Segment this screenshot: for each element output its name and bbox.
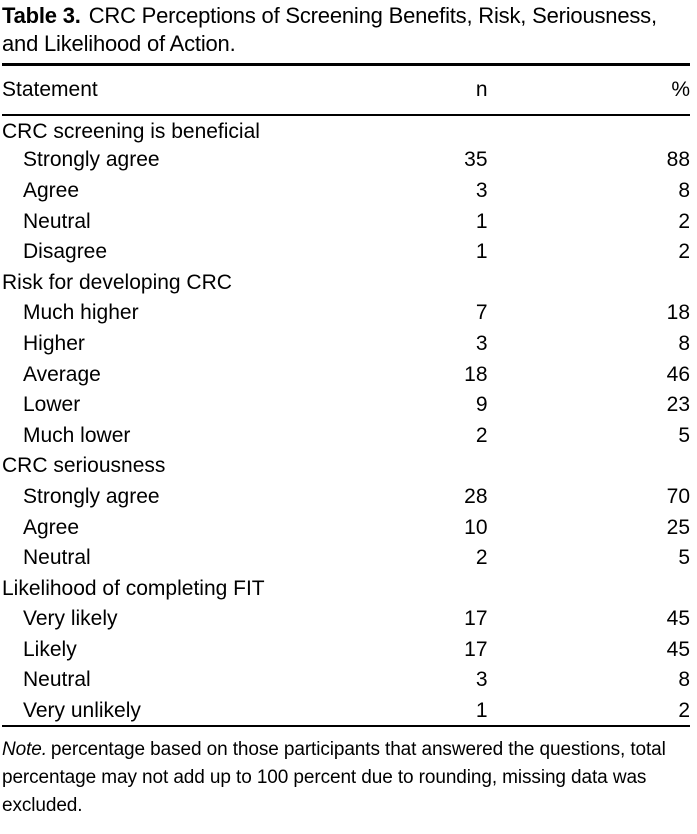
table-row [2,543,690,574]
table-caption: CRC Perceptions of Screening Benefits, Risk, Seriousness, and Likelihood of Action. [2,3,657,56]
row-n-value: 17 [464,607,488,631]
row-percent-value: 2 [678,240,690,264]
row-n-value: 2 [475,546,488,570]
row-n-value: 28 [464,484,488,508]
row-percent-value: 88 [666,148,690,172]
row-percent-value: 2 [678,209,690,233]
table-row [2,635,690,666]
row-percent-value: 45 [666,637,690,661]
row-label: Agree [23,515,80,539]
section-header-label: Likelihood of completing FIT [2,576,265,600]
row-n-value: 1 [475,209,488,233]
row-n-value: 17 [464,637,488,661]
section-header-label: CRC seriousness [2,454,166,478]
column-header-statement: Statement [2,65,367,115]
row-label: Very likely [23,607,118,631]
row-label: Much lower [23,423,131,447]
table-row [2,145,690,176]
section-header-row [2,267,690,298]
row-percent-value: 5 [678,423,690,447]
table-row [2,604,690,635]
table-row [2,206,690,237]
row-label: Higher [23,331,85,355]
section-header-label: Risk for developing CRC [2,270,232,294]
row-n-value: 18 [464,362,488,386]
row-n-value: 3 [475,668,488,692]
section-header-row [2,573,690,604]
section-header-label: CRC screening is beneficial [2,120,260,144]
table-row [2,512,690,543]
row-label: Average [23,362,101,386]
row-n-value: 9 [475,393,488,417]
table-row [2,237,690,268]
table-title [2,2,690,58]
table-row [2,696,690,727]
row-label: Neutral [23,668,91,692]
row-label: Disagree [23,240,108,264]
data-table [2,63,690,727]
row-percent-value: 23 [666,393,690,417]
row-label: Strongly agree [23,484,160,508]
row-percent-value: 8 [678,178,690,202]
note-label: Note. [2,739,47,761]
table-row [2,298,690,329]
row-n-value: 1 [475,240,488,264]
row-percent-value: 2 [678,698,690,722]
table-note [2,736,690,820]
row-percent-value: 5 [678,546,690,570]
row-percent-value: 45 [666,607,690,631]
row-n-value: 1 [475,698,488,722]
row-n-value: 10 [464,515,488,539]
table-body [2,115,690,727]
row-label: Much higher [23,301,139,325]
row-n-value: 2 [475,423,488,447]
column-header-n: n [367,65,488,115]
table-row [2,359,690,390]
table-row [2,390,690,421]
row-label: Neutral [23,546,91,570]
table-row [2,482,690,513]
note-text: percentage based on those participants that answered the questions, total percentage may not add up to 100 percent due to rounding, missing data was excluded. [2,739,666,817]
row-label: Lower [23,393,81,417]
row-percent-value: 25 [666,515,690,539]
row-percent-value: 70 [666,484,690,508]
column-header-percent: % [488,65,690,115]
section-header-row [2,115,690,146]
header-row [2,65,690,115]
table-number: Table 3. [2,3,81,28]
row-n-value: 3 [475,331,488,355]
row-label: Very unlikely [23,698,141,722]
table-row [2,420,690,451]
table-row [2,329,690,360]
row-n-value: 7 [475,301,488,325]
row-n-value: 3 [475,178,488,202]
row-n-value: 35 [464,148,488,172]
row-percent-value: 18 [666,301,690,325]
section-header-row [2,451,690,482]
row-label: Strongly agree [23,148,160,172]
row-label: Likely [23,637,77,661]
table-row [2,665,690,696]
row-label: Neutral [23,209,91,233]
row-percent-value: 8 [678,668,690,692]
row-label: Agree [23,178,80,202]
table-head [2,65,690,115]
row-percent-value: 8 [678,331,690,355]
row-percent-value: 46 [666,362,690,386]
table-row [2,176,690,207]
